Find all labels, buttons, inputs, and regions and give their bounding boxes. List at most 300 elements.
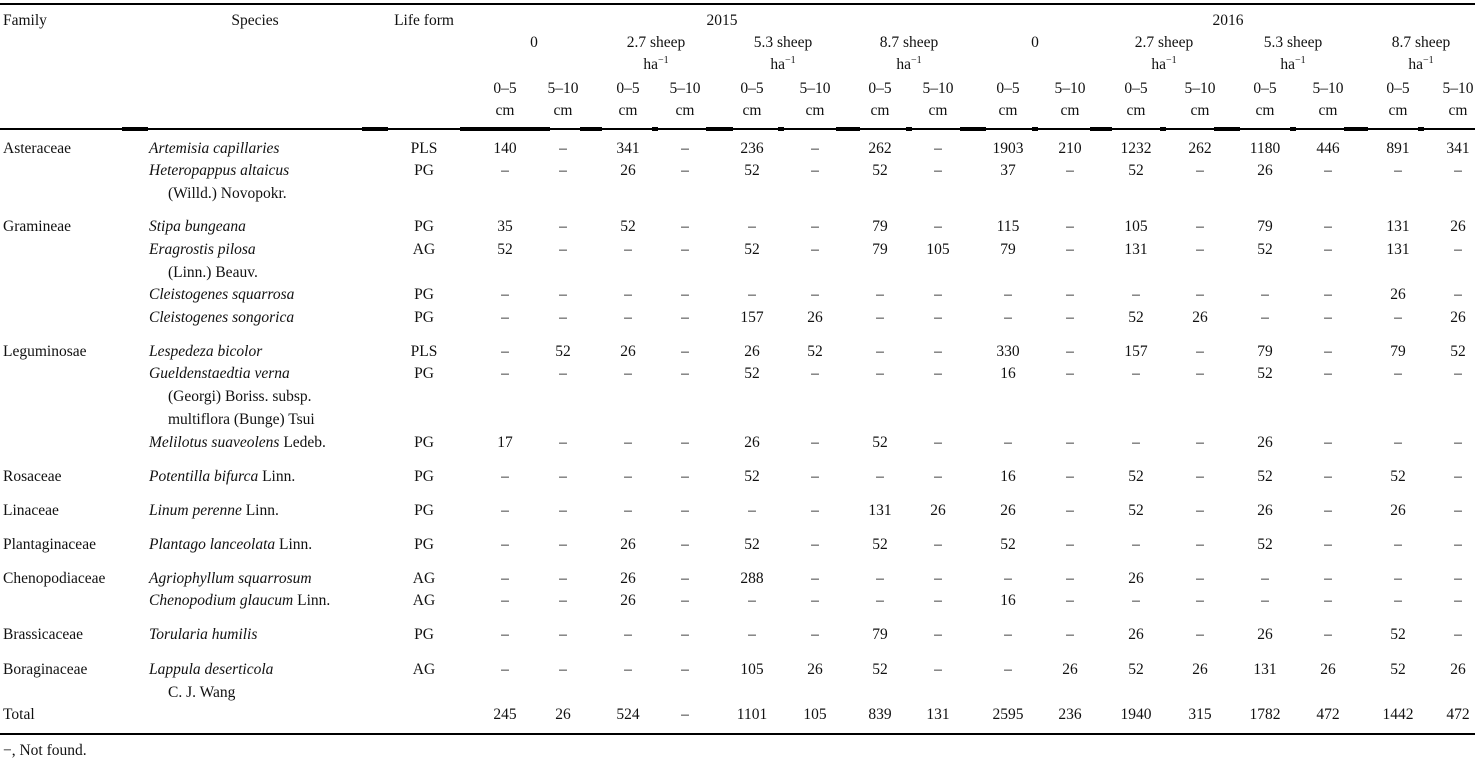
value-cell: – <box>681 309 689 326</box>
header-grazing-unit <box>1280 54 1305 76</box>
header-depth: 0–5 <box>740 80 764 97</box>
life-form-cell: PG <box>414 502 434 519</box>
value-cell: – <box>559 592 567 609</box>
life-form-cell: PG <box>414 434 434 451</box>
header-depth-unit: cm <box>1448 102 1468 119</box>
value-cell: 52 <box>744 536 760 553</box>
value-cell: – <box>559 502 567 519</box>
value-cell: – <box>501 570 509 587</box>
value-cell: – <box>1196 468 1204 485</box>
value-cell: – <box>876 592 884 609</box>
value-cell: – <box>1132 434 1140 451</box>
value-cell: – <box>1324 434 1332 451</box>
header-grazing-rate: 2.7 sheep <box>626 34 686 51</box>
species-cell <box>149 307 294 329</box>
value-cell: 262 <box>1188 140 1212 157</box>
header-depth-unit: cm <box>998 102 1018 119</box>
value-cell: – <box>501 592 509 609</box>
value-cell: 79 <box>1390 343 1406 360</box>
value-cell: 52 <box>1128 502 1144 519</box>
species-cell <box>149 138 279 160</box>
life-form-cell: PG <box>414 286 434 303</box>
header-depth: 0–5 <box>996 80 1020 97</box>
value-cell: – <box>1066 570 1074 587</box>
life-form-cell: PG <box>414 626 434 643</box>
value-cell: 105 <box>926 241 950 258</box>
value-cell: 105 <box>1124 218 1148 235</box>
species-authority: Ledeb. <box>279 434 326 451</box>
value-cell: – <box>559 468 567 485</box>
value-cell: – <box>748 286 756 303</box>
value-cell: 52 <box>744 365 760 382</box>
value-cell: – <box>1004 626 1012 643</box>
species-cell <box>149 216 246 238</box>
value-cell: 26 <box>1192 309 1208 326</box>
value-cell: 79 <box>872 218 888 235</box>
value-cell: 26 <box>1257 162 1273 179</box>
value-cell: – <box>934 661 942 678</box>
total-cell: 1782 <box>1249 706 1281 723</box>
value-cell: – <box>1066 162 1074 179</box>
value-cell: 52 <box>744 241 760 258</box>
value-cell: – <box>1066 592 1074 609</box>
value-cell: – <box>1004 309 1012 326</box>
header-rule-segment <box>836 127 860 131</box>
value-cell: – <box>1004 570 1012 587</box>
header-rule-segment <box>362 127 388 131</box>
value-cell: – <box>1196 162 1204 179</box>
total-cell: 839 <box>868 706 892 723</box>
value-cell: 341 <box>616 140 640 157</box>
value-cell: – <box>1196 343 1204 360</box>
header-grazing-unit <box>643 54 668 76</box>
value-cell: – <box>1324 592 1332 609</box>
value-cell: – <box>1066 536 1074 553</box>
value-cell: – <box>624 286 632 303</box>
value-cell: – <box>1196 365 1204 382</box>
header-depth: 0–5 <box>493 80 517 97</box>
total-cell: 472 <box>1446 706 1470 723</box>
header-depth-unit: cm <box>805 102 825 119</box>
total-cell: 236 <box>1058 706 1082 723</box>
header-life-form: Life form <box>394 12 454 29</box>
life-form-cell: PLS <box>410 140 438 157</box>
header-depth-unit: cm <box>618 102 638 119</box>
value-cell: 105 <box>740 661 764 678</box>
life-form-cell: PG <box>414 468 434 485</box>
value-cell: 52 <box>1000 536 1016 553</box>
header-depth-unit: cm <box>742 102 762 119</box>
species-cell <box>149 363 290 385</box>
header-rule-segment <box>1290 127 1296 131</box>
header-depth: 0–5 <box>1253 80 1277 97</box>
species-cell <box>149 659 273 681</box>
value-cell: – <box>559 241 567 258</box>
value-cell: – <box>501 626 509 643</box>
value-cell: – <box>876 365 884 382</box>
value-cell: – <box>681 661 689 678</box>
value-cell: – <box>681 365 689 382</box>
value-cell: – <box>1454 536 1462 553</box>
species-name: Lespedeza bicolor <box>149 343 263 360</box>
species-name: Potentilla bifurca <box>149 468 259 485</box>
total-cell: 245 <box>493 706 517 723</box>
value-cell: – <box>1324 286 1332 303</box>
value-cell: – <box>934 365 942 382</box>
value-cell: – <box>681 502 689 519</box>
total-cell: 1940 <box>1120 706 1152 723</box>
value-cell: – <box>681 468 689 485</box>
value-cell: – <box>1066 218 1074 235</box>
grazing-unit-base: ha <box>1408 56 1423 73</box>
header-depth-unit: cm <box>870 102 890 119</box>
value-cell: 52 <box>1128 468 1144 485</box>
value-cell: 79 <box>872 626 888 643</box>
value-cell: – <box>934 140 942 157</box>
value-cell: – <box>1196 434 1204 451</box>
header-grazing-unit <box>1151 54 1176 76</box>
species-name: Melilotus suaveolens <box>149 434 280 451</box>
header-grazing-unit <box>1408 54 1433 76</box>
value-cell: – <box>1454 570 1462 587</box>
species-cell <box>149 239 256 261</box>
header-rule-segment <box>706 127 733 131</box>
value-cell: 131 <box>1253 661 1277 678</box>
value-cell: 52 <box>1257 241 1273 258</box>
header-rule-segment <box>1090 127 1112 131</box>
value-cell: – <box>934 218 942 235</box>
species-name: Lappula deserticola <box>149 661 274 678</box>
species-authority: Linn. <box>275 536 313 553</box>
species-authority-line: (Georgi) Boriss. subsp. <box>168 388 312 405</box>
species-name: Cleistogenes songorica <box>149 309 295 326</box>
value-cell: 52 <box>1390 468 1406 485</box>
value-cell: – <box>934 536 942 553</box>
value-cell: – <box>748 626 756 643</box>
value-cell: – <box>624 661 632 678</box>
value-cell: 52 <box>872 536 888 553</box>
header-depth: 5–10 <box>799 80 831 97</box>
header-grazing-rate: 2.7 sheep <box>1134 34 1194 51</box>
value-cell: 1903 <box>992 140 1024 157</box>
value-cell: 26 <box>1257 626 1273 643</box>
value-cell: – <box>934 286 942 303</box>
value-cell: – <box>1324 468 1332 485</box>
value-cell: 891 <box>1386 140 1410 157</box>
value-cell: 52 <box>1128 661 1144 678</box>
total-cell: 105 <box>803 706 827 723</box>
grazing-unit-exponent: −1 <box>911 55 922 66</box>
value-cell: 26 <box>1062 661 1078 678</box>
family-cell: Chenopodiaceae <box>3 570 106 587</box>
value-cell: – <box>1454 365 1462 382</box>
header-grazing-unit <box>770 54 795 76</box>
value-cell: – <box>501 365 509 382</box>
value-cell: – <box>1454 434 1462 451</box>
grazing-unit-exponent: −1 <box>1295 55 1306 66</box>
grazing-unit-exponent: −1 <box>1166 55 1177 66</box>
value-cell: – <box>624 434 632 451</box>
value-cell: – <box>559 626 567 643</box>
value-cell: – <box>1454 626 1462 643</box>
value-cell: – <box>681 434 689 451</box>
life-form-cell: PG <box>414 218 434 235</box>
header-grazing-rate: 5.3 sheep <box>753 34 813 51</box>
value-cell: 79 <box>1257 218 1273 235</box>
value-cell: 26 <box>620 536 636 553</box>
value-cell: – <box>681 218 689 235</box>
value-cell: – <box>559 536 567 553</box>
value-cell: – <box>1324 570 1332 587</box>
species-cell <box>149 160 289 182</box>
value-cell: 16 <box>1000 592 1016 609</box>
header-depth: 0–5 <box>868 80 892 97</box>
value-cell: – <box>624 502 632 519</box>
value-cell: – <box>501 286 509 303</box>
grazing-unit-base: ha <box>1151 56 1166 73</box>
header-rule-segment <box>1418 127 1424 131</box>
header-grazing-unit <box>896 54 921 76</box>
value-cell: – <box>681 286 689 303</box>
value-cell: – <box>1196 286 1204 303</box>
value-cell: 1180 <box>1249 140 1281 157</box>
life-form-cell: AG <box>412 592 436 609</box>
value-cell: 131 <box>1386 241 1410 258</box>
value-cell: – <box>559 365 567 382</box>
value-cell: – <box>811 140 819 157</box>
species-authority-line: (Linn.) Beauv. <box>168 264 258 281</box>
species-authority: Linn. <box>258 468 296 485</box>
total-cell: 26 <box>555 706 571 723</box>
value-cell: 37 <box>1000 162 1016 179</box>
value-cell: 26 <box>1320 661 1336 678</box>
header-depth-unit: cm <box>1126 102 1146 119</box>
value-cell: – <box>559 661 567 678</box>
value-cell: 236 <box>740 140 764 157</box>
value-cell: – <box>811 570 819 587</box>
value-cell: – <box>934 626 942 643</box>
value-cell: 52 <box>620 218 636 235</box>
value-cell: 26 <box>620 592 636 609</box>
header-depth-unit: cm <box>1060 102 1080 119</box>
value-cell: – <box>681 241 689 258</box>
header-depth-unit: cm <box>1318 102 1338 119</box>
value-cell: – <box>1261 592 1269 609</box>
header-depth: 5–10 <box>922 80 954 97</box>
life-form-cell: PG <box>414 162 434 179</box>
header-rule-segment <box>778 127 784 131</box>
header-year: 2015 <box>706 12 738 29</box>
value-cell: 52 <box>1128 309 1144 326</box>
species-authority-line: multiflora (Bunge) Tsui <box>168 411 315 428</box>
total-cell: – <box>681 706 689 723</box>
value-cell: 26 <box>620 570 636 587</box>
value-cell: 52 <box>1390 661 1406 678</box>
value-cell: – <box>501 661 509 678</box>
species-name: Stipa bungeana <box>149 218 246 235</box>
value-cell: 26 <box>744 343 760 360</box>
value-cell: 52 <box>1450 343 1466 360</box>
value-cell: – <box>1132 592 1140 609</box>
value-cell: 330 <box>996 343 1020 360</box>
life-form-cell: AG <box>412 661 436 678</box>
header-depth: 0–5 <box>1124 80 1148 97</box>
species-cell <box>149 590 330 612</box>
value-cell: 79 <box>872 241 888 258</box>
value-cell: – <box>934 468 942 485</box>
value-cell: – <box>501 162 509 179</box>
value-cell: 52 <box>1390 626 1406 643</box>
value-cell: – <box>1324 343 1332 360</box>
header-rule-segment <box>906 127 912 131</box>
value-cell: – <box>1066 434 1074 451</box>
value-cell: – <box>811 365 819 382</box>
value-cell: – <box>1196 502 1204 519</box>
header-depth-unit: cm <box>553 102 573 119</box>
family-cell: Plantaginaceae <box>3 536 96 553</box>
family-cell: Leguminosae <box>3 343 87 360</box>
species-name: Agriophyllum squarrosum <box>149 570 312 587</box>
value-cell: – <box>681 592 689 609</box>
species-authority: Linn. <box>241 502 279 519</box>
header-rule-segment <box>460 127 550 131</box>
header-species: Species <box>231 12 279 29</box>
value-cell: – <box>1261 286 1269 303</box>
value-cell: – <box>811 162 819 179</box>
value-cell: – <box>501 502 509 519</box>
value-cell: – <box>811 286 819 303</box>
value-cell: – <box>1454 502 1462 519</box>
value-cell: 288 <box>740 570 764 587</box>
value-cell: – <box>811 241 819 258</box>
value-cell: 52 <box>1257 365 1273 382</box>
grazing-unit-exponent: −1 <box>785 55 796 66</box>
value-cell: – <box>876 309 884 326</box>
value-cell: – <box>681 343 689 360</box>
family-cell: Asteraceae <box>3 140 71 157</box>
value-cell: – <box>1066 309 1074 326</box>
value-cell: – <box>1132 286 1140 303</box>
life-form-cell: PG <box>414 536 434 553</box>
header-depth-unit: cm <box>1255 102 1275 119</box>
species-name: Cleistogenes squarrosa <box>149 286 295 303</box>
header-rule-segment <box>1032 127 1038 131</box>
value-cell: 52 <box>555 343 571 360</box>
value-cell: 262 <box>868 140 892 157</box>
life-form-cell: PG <box>414 365 434 382</box>
value-cell: – <box>1196 570 1204 587</box>
header-year: 2016 <box>1212 12 1244 29</box>
header-depth: 5–10 <box>1312 80 1344 97</box>
footnote: −, Not found. <box>3 742 87 759</box>
life-form-cell: AG <box>412 570 436 587</box>
value-cell: – <box>876 468 884 485</box>
value-cell: – <box>1196 536 1204 553</box>
species-name: Torularia humilis <box>149 626 258 643</box>
header-rule-segment <box>960 127 986 131</box>
value-cell: – <box>1454 286 1462 303</box>
value-cell: – <box>681 570 689 587</box>
value-cell: – <box>559 309 567 326</box>
species-name: Gueldenstaedtia verna <box>149 365 290 382</box>
species-cell <box>149 534 312 556</box>
value-cell: 26 <box>1450 661 1466 678</box>
value-cell: – <box>876 570 884 587</box>
value-cell: – <box>811 434 819 451</box>
value-cell: – <box>501 536 509 553</box>
value-cell: – <box>681 536 689 553</box>
value-cell: – <box>1066 502 1074 519</box>
value-cell: – <box>1132 536 1140 553</box>
value-cell: 52 <box>807 343 823 360</box>
value-cell: – <box>624 626 632 643</box>
value-cell: – <box>1324 162 1332 179</box>
value-cell: – <box>1454 592 1462 609</box>
value-cell: – <box>1394 365 1402 382</box>
species-name: Chenopodium glaucum <box>149 592 294 609</box>
value-cell: – <box>1196 592 1204 609</box>
header-grazing-rate: 8.7 sheep <box>1391 34 1451 51</box>
species-name: Eragrostis pilosa <box>149 241 256 258</box>
header-family: Family <box>3 12 47 29</box>
bottom-rule <box>0 733 1475 735</box>
total-cell: 1442 <box>1382 706 1414 723</box>
species-name: Plantago lanceolata <box>149 536 276 553</box>
value-cell: 26 <box>620 162 636 179</box>
value-cell: – <box>1454 162 1462 179</box>
value-cell: 157 <box>1124 343 1148 360</box>
species-cell <box>149 284 294 306</box>
header-depth-unit: cm <box>1190 102 1210 119</box>
species-cell <box>149 500 279 522</box>
value-cell: 157 <box>740 309 764 326</box>
value-cell: 16 <box>1000 365 1016 382</box>
value-cell: – <box>1324 626 1332 643</box>
value-cell: 52 <box>872 434 888 451</box>
value-cell: – <box>624 468 632 485</box>
value-cell: – <box>934 309 942 326</box>
header-depth: 5–10 <box>1442 80 1474 97</box>
family-cell: Brassicaceae <box>3 626 84 643</box>
family-cell: Gramineae <box>3 218 71 235</box>
total-cell: 315 <box>1188 706 1212 723</box>
total-cell: 2595 <box>992 706 1024 723</box>
grazing-unit-base: ha <box>770 56 785 73</box>
value-cell: – <box>501 468 509 485</box>
value-cell: 26 <box>1450 309 1466 326</box>
value-cell: 26 <box>807 661 823 678</box>
value-cell: – <box>559 140 567 157</box>
species-cell <box>149 624 257 646</box>
value-cell: – <box>1394 592 1402 609</box>
value-cell: – <box>811 218 819 235</box>
value-cell: – <box>934 162 942 179</box>
life-form-cell: PLS <box>410 343 438 360</box>
value-cell: – <box>1394 309 1402 326</box>
header-depth-unit: cm <box>675 102 695 119</box>
value-cell: 52 <box>872 162 888 179</box>
value-cell: – <box>811 626 819 643</box>
value-cell: – <box>1394 536 1402 553</box>
grazing-unit-base: ha <box>643 56 658 73</box>
value-cell: – <box>811 536 819 553</box>
value-cell: – <box>876 343 884 360</box>
value-cell: – <box>1324 365 1332 382</box>
value-cell: 210 <box>1058 140 1082 157</box>
species-authority-line: C. J. Wang <box>168 684 236 701</box>
value-cell: 26 <box>620 343 636 360</box>
value-cell: 52 <box>497 241 513 258</box>
